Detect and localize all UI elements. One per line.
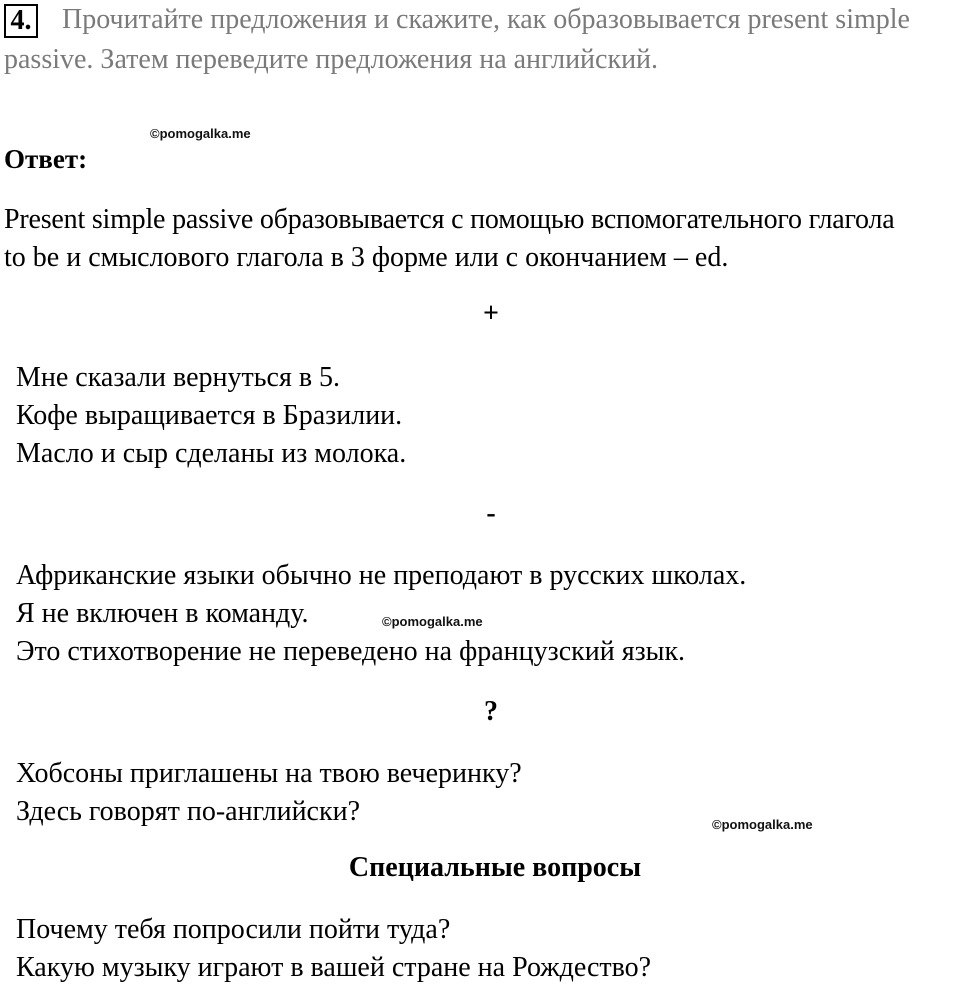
task-number: 4. [4,4,38,38]
negative-sentence-3: Это стихотворение не переведено на французский язык. [16,636,686,667]
positive-sentence-2: Кофе выращивается в Бразилии. [16,400,403,431]
watermark: ©pomogalka.me [382,614,483,629]
negative-sign: - [486,498,496,529]
explanation-line-2: to be и смыслового глагола в 3 форме или с окончанием – ed. [4,242,729,273]
question-sentence-1: Хобсоны приглашены на твою вечеринку? [16,758,522,789]
special-sentence-1: Почему тебя попросили пойти туда? [16,914,451,945]
positive-sentence-3: Масло и сыр сделаны из молока. [16,438,407,469]
task-text-line-2: passive. Затем переведите предложения на английский. [4,44,659,75]
watermark: ©pomogalka.me [712,817,813,832]
negative-sentence-1: Африканские языки обычно не преподают в русских школах. [16,560,747,591]
explanation-line-1: Present simple passive образовывается с помощью вспомогательного глагола [4,204,895,235]
answer-label: Ответ: [4,144,88,174]
task-text-line-1: Прочитайте предложения и скажите, как образовывается present simple [62,4,910,35]
positive-sentence-1: Мне сказали вернуться в 5. [16,362,341,393]
positive-sign: + [483,298,499,329]
question-sentence-2: Здесь говорят по-английски? [16,796,360,827]
special-sentence-2: Какую музыку играют в вашей стране на Рождество? [16,952,652,983]
negative-sentence-2: Я не включен в команду. [16,598,309,629]
question-sign: ? [484,696,498,727]
watermark: ©pomogalka.me [150,126,251,141]
special-questions-heading: Специальные вопросы [348,852,642,883]
